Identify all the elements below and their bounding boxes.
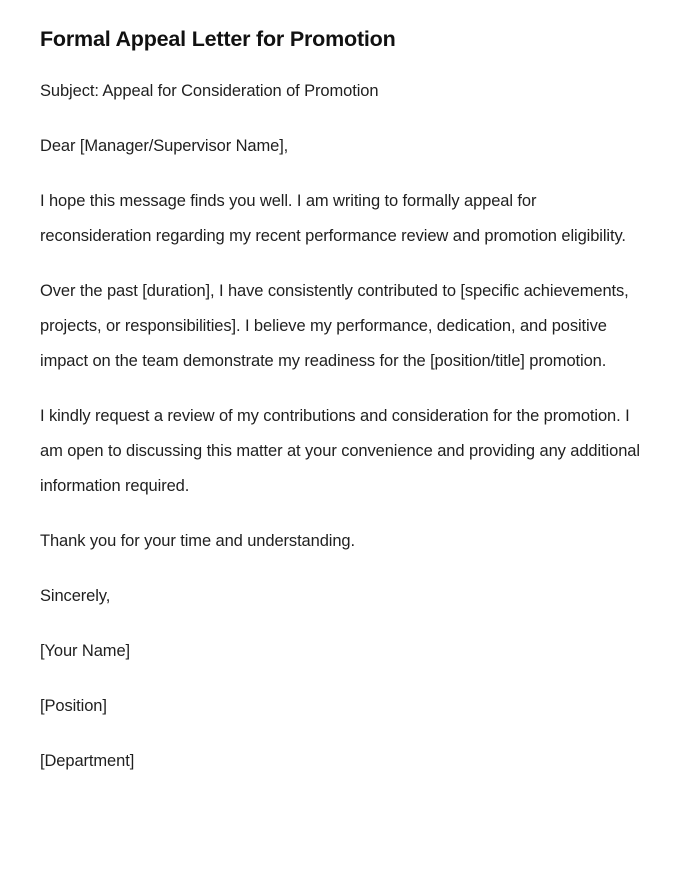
- signature-department-placeholder: [Department]: [40, 752, 135, 770]
- thank-you-line: Thank you for your time and understanding.: [40, 532, 355, 550]
- signature-name-placeholder: [Your Name]: [40, 642, 131, 660]
- page-title: Formal Appeal Letter for Promotion: [40, 27, 396, 51]
- body-paragraph-2: Over the past [duration], I have consistently contributed to [specific achievements, projects, or responsibilities]. I believe my performance, dedication, and positive impact on the team demonstrate my readiness for the [position/title] promotion.: [40, 282, 629, 370]
- body-paragraph-3: I kindly request a review of my contributions and consideration for the promotion. I am open to discussing this matter at your convenience and providing any additional information required.: [40, 407, 640, 495]
- body-paragraph-1: I hope this message finds you well. I am writing to formally appeal for reconsideration regarding my recent performance review and promotion eligibility.: [40, 192, 626, 245]
- salutation: Dear [Manager/Supervisor Name],: [40, 137, 289, 155]
- signature-position-placeholder: [Position]: [40, 697, 107, 715]
- closing-line: Sincerely,: [40, 587, 111, 605]
- subject-line: Subject: Appeal for Consideration of Promotion: [40, 82, 379, 100]
